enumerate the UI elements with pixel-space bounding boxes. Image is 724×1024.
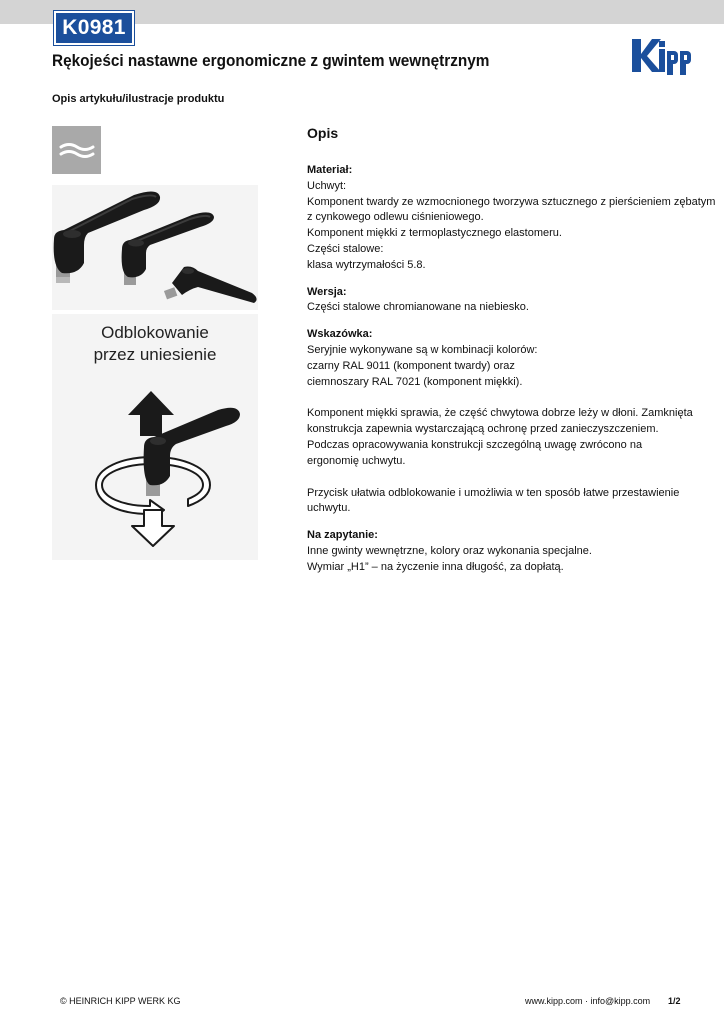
page-title: Rękojeści nastawne ergonomiczne z gwintem wewnętrznym [52,52,490,70]
small-handle-image [164,267,257,304]
footer-copyright: © HEINRICH KIPP WERK KG [60,996,181,1006]
unlock-illustration [52,314,258,560]
material-line: Uchwyt: [307,179,347,192]
material-line: Komponent twardy ze wzmocnionego tworzywa sztucznego z pierścieniem zębatym [307,195,716,208]
product-photo [52,185,258,310]
on-request-title: Na zapytanie: [307,529,378,542]
ergonomics-paragraph-block [307,406,697,469]
on-request-line: Inne gwinty wewnętrzne, kolory oraz wykonania specjalne. [307,544,592,557]
on-request-section [307,528,697,575]
unlock-caption-line2: przez uniesienie [93,345,217,364]
material-title: Materiał: [307,164,353,176]
footer-page-number: 1/2 [668,996,681,1006]
material-symbol-box [52,126,101,174]
description-heading: Opis [307,125,339,141]
ergonomics-paragraph: Komponent miękki sprawia, że część chwytowa dobrze leży w dłoni. Zamknięta konstrukcja zapewnia wystarczającą ochronę przed zanieczyszczeniem. Podczas opracowywania konstrukcji szczególną uwagę zwrócono na ergonomię uchwytu. [307,407,693,467]
hint-line: czarny RAL 9011 (komponent twardy) oraz [307,359,515,372]
kipp-logo [630,37,692,75]
hint-section [307,327,697,390]
button-paragraph-block [307,486,697,518]
arrow-up-icon [128,391,174,436]
material-line: Części stalowe: [307,242,384,255]
section-label: Opis artykułu/ilustracje produktu [52,93,225,105]
hint-line: ciemnoszary RAL 7021 (komponent miękki). [307,375,523,388]
material-section [307,163,716,274]
hint-title: Wskazówka: [307,328,373,341]
version-section [307,285,697,317]
arrow-down-icon [132,510,174,546]
description-column [307,124,716,587]
on-request-line: Wymiar „H1” – na życzenie inna długość, za dopłatą. [307,560,564,573]
version-title: Wersja: [307,285,347,298]
version-line: Części stalowe chromianowane na niebiesko. [307,301,529,314]
button-paragraph: Przycisk ułatwia odblokowanie i umożliwia w ten sposób łatwe przestawienie uchwytu. [307,486,680,515]
product-code-badge: K0981 [54,11,134,45]
material-line: klasa wytrzymałości 5.8. [307,258,426,271]
hint-line: Seryjnie wykonywane są w kombinacji kolorów: [307,343,538,356]
material-line: z cynkowego odlewu ciśnieniowego. [307,211,484,224]
wave-icon [52,126,101,174]
material-line: Komponent miękki z termoplastycznego elastomeru. [307,227,562,240]
footer-contact: www.kipp.com · info@kipp.com [525,996,651,1006]
unlock-caption-line1: Odblokowanie [101,323,209,342]
